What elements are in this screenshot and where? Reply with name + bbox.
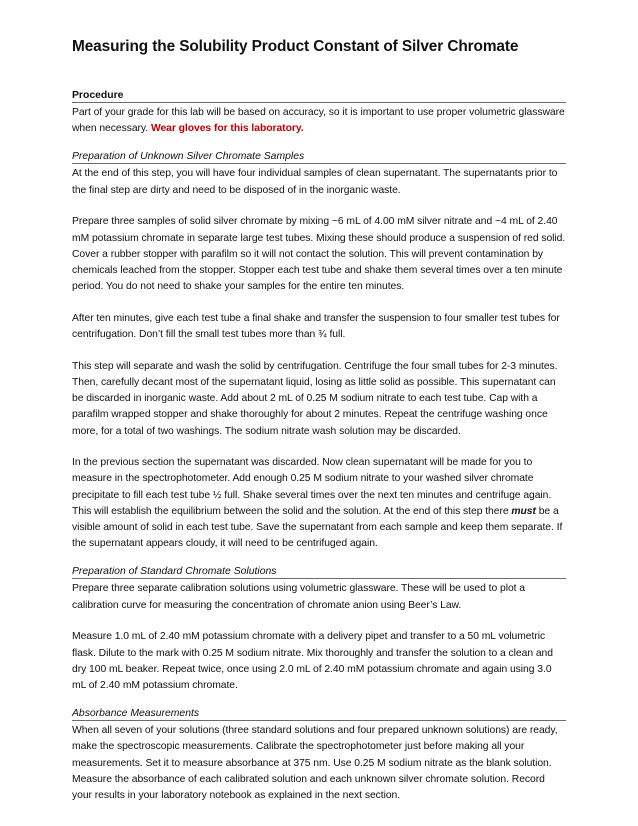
document-page [72, 38, 566, 804]
p5-text-before: In the previous section the supernatant was discarded. Now clean supernatant will be made for you to measure in the spectrophotometer. Add enough 0.25 M sodium nitrate to your washed silver chromate precipitate to fill each test tube ½ full. Shake several times over the next ten minutes and centrifuge again. This will establish the equilibrium between the solid and the solution. At the end of this step there [72, 457, 552, 517]
prep-unknown-heading: Preparation of Unknown Silver Chromate Samples [72, 151, 566, 164]
gloves-warning: Wear gloves for this laboratory. [150, 123, 304, 135]
procedure-intro-text: Part of your grade for this lab will be based on accuracy, so it is important to use proper volumetric glassware when necessary. [72, 107, 565, 135]
prep-standard-heading: Preparation of Standard Chromate Solutions [72, 566, 566, 579]
p5-emphasis: must [511, 505, 536, 517]
prep-unknown-paragraph-1: At the end of this step, you will have four individual samples of clean supernatant. The supernatants prior to the final step are dirty and need to be disposed of in the inorganic waste. [72, 168, 558, 196]
procedure-intro [72, 105, 566, 137]
procedure-heading: Procedure [72, 90, 566, 103]
prep-unknown-paragraph-2: Prepare three samples of solid silver chromate by mixing ~6 mL of 4.00 mM silver nitrate and ~4 mL of 2.40 mM potassium chromate in separate large test tubes. Mixing these should produce a suspension of red solid. Cover a rubber stopper with parafilm so it will not contact the solution. This will prevent contamination by chemicals leached from the stopper. Stopper each test tube and shake them several times over a ten minute period. You do not need to shake your samples for the entire ten minutes. [72, 216, 566, 293]
prep-unknown-paragraph-4: This step will separate and wash the solid by centrifugation. Centrifuge the four small tubes for 2-3 minutes. Then, carefully decant most of the supernatant liquid, losing as little solid as possible. This supernatant can be discarded in inorganic waste. Add about 2 mL of 0.25 M sodium nitrate to each test tube. Cap with a parafilm wrapped stopper and shake thoroughly for about 2 minutes. Repeat the centrifuge washing once more, for a total of two washings. The sodium nitrate wash solution may be discarded. [72, 360, 558, 437]
prep-unknown-paragraph-3: After ten minutes, give each test tube a final shake and transfer the suspension to four smaller test tubes for centrifugation. Don’t fill the small test tubes more than ¾ full. [72, 312, 560, 341]
prep-unknown-paragraph-5 [72, 455, 566, 552]
absorbance-heading: Absorbance Measurements [72, 708, 566, 721]
document-title: Measuring the Solubility Product Constant of Silver Chromate [72, 38, 519, 55]
prep-standard-paragraph-2: Measure 1.0 mL of 2.40 mM potassium chromate with a delivery pipet and transfer to a 50 mL volumetric flask. Dilute to the mark with 0.25 M sodium nitrate. Mix thoroughly and transfer the solution to a clean and dry 100 mL beaker. Repeat twice, once using 2.0 mL of 2.40 mM potassium chromate and again using 3.0 mL of 2.40 mM potassium chromate. [72, 631, 553, 691]
p5-text-after: be a visible amount of solid in each test tube. Save the supernatant from each sample and keep them separate. If the supernatant appears cloudy, it will need to be centrifuged again. [72, 505, 563, 550]
absorbance-paragraph-1: When all seven of your solutions (three standard solutions and four prepared unknown solutions) are ready, make the spectroscopic measurements. Calibrate the spectrophotometer just before making all your measurements. Set it to measure absorbance at 375 nm. Use 0.25 M sodium nitrate as the blank solution. Measure the absorbance of each calibrated solution and each unknown silver chromate solution. Record your results in your laboratory notebook as explained in the next section. [72, 725, 558, 801]
prep-standard-paragraph-1: Prepare three separate calibration solutions using volumetric glassware. These will be used to plot a calibration curve for measuring the concentration of chromate anion using Beer’s Law. [72, 583, 526, 611]
